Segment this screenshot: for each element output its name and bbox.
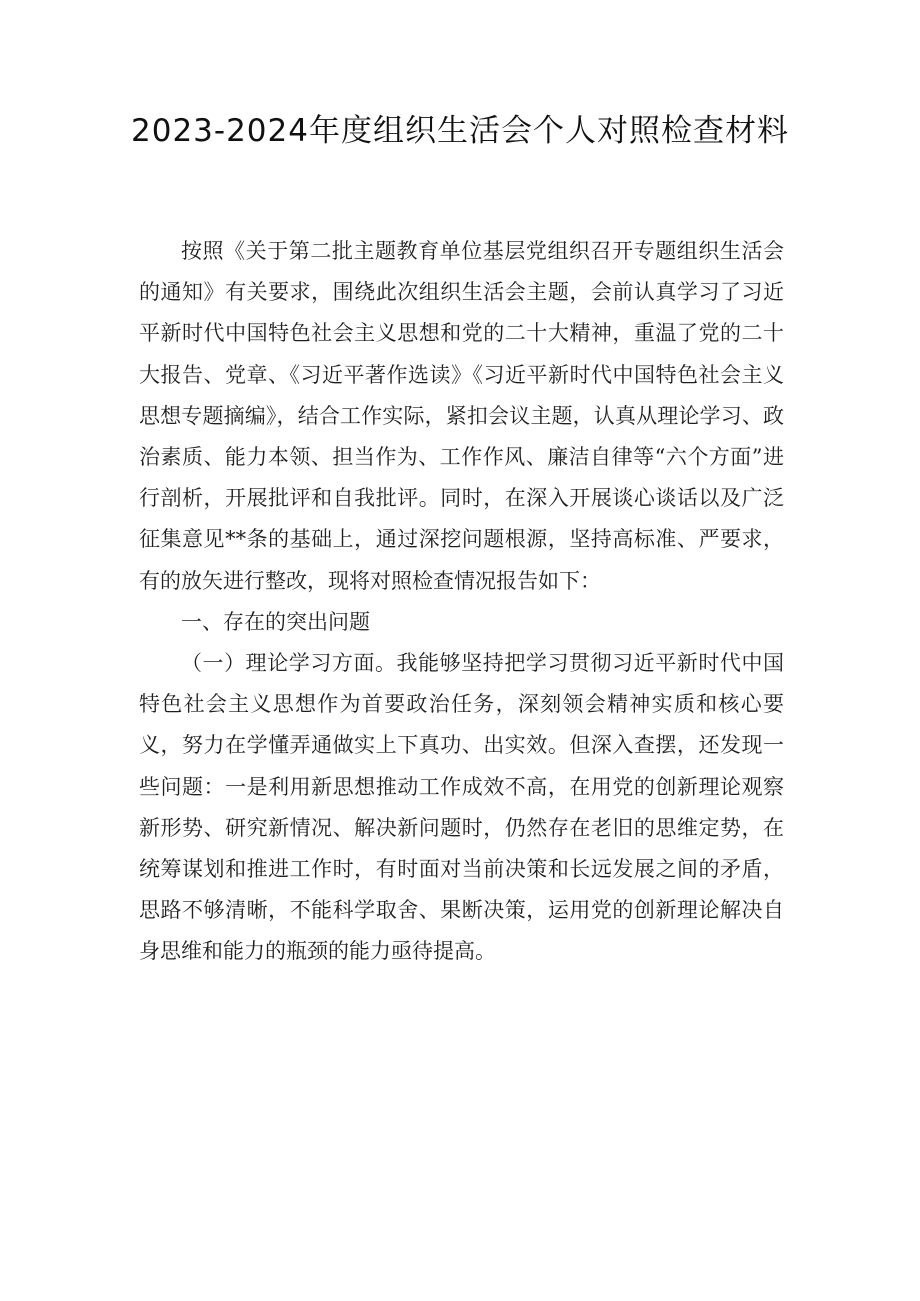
intro-paragraph: 按照《关于第二批主题教育单位基层党组织召开专题组织生活会的通知》有关要求，围绕此次组织生活会主题，会前认真学习了习近平新时代中国特色社会主义思想和党的二十大精神，重温了党的二十大报告、党章、《习近平著作选读》《习近平新时代中国特色社会主义思想专题摘编》，结合工作实际，紧扣会议主题，认真从理论学习、政治素质、能力本领、担当作为、工作作风、廉洁自律等“六个方面”进行剖析，开展批评和自我批评。同时，在深入开展谈心谈话以及广泛征集意见**条的基础上，通过深挖问题根源，坚持高标准、严要求，有的放矢进行整改，现将对照检查情况报告如下：: [139, 239, 784, 593]
section-heading: 一、存在的突出问题: [181, 609, 370, 634]
subsection-paragraph: （一）理论学习方面。我能够坚持把学习贯彻习近平新时代中国特色社会主义思想作为首要政治任务，深刻领会精神实质和核心要义，努力在学懂弄通做实上下真功、出实效。但深入查摆，还发现一些问题：一是利用新思想推动工作成效不高，在用党的创新理论观察新形势、研究新情况、解决新问题时，仍然存在老旧的思维定势，在统筹谋划和推进工作时，有时面对当前决策和长远发展之间的矛盾，思路不够清晰，不能科学取舍、果断决策，运用党的创新理论解决自身思维和能力的瓶颈的能力亟待提高。: [139, 651, 784, 964]
document-title: 2023-2024年度组织生活会个人对照检查材料: [131, 113, 789, 149]
document-body: [139, 231, 784, 973]
